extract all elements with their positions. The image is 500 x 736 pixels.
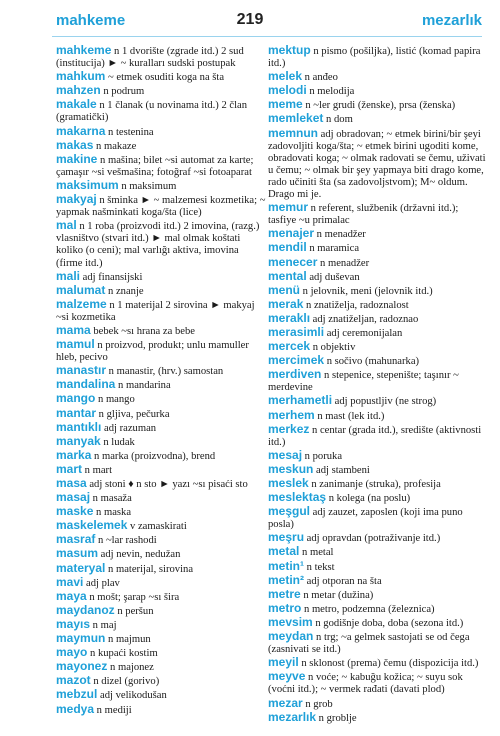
right-column	[268, 44, 486, 725]
entry-headword: manastır	[56, 363, 107, 378]
entry-headword: metre	[268, 586, 301, 601]
entry-definition: n metal	[299, 547, 334, 559]
dictionary-entry	[56, 324, 266, 338]
entry-definition: n mandarina	[115, 380, 171, 392]
dictionary-entry	[56, 284, 266, 298]
entry-definition: n marka (proizvodna), brend	[91, 450, 216, 462]
entry-definition: n šminka ► ~ malzemesi kozmetika; ~ yapmak našminkati koga/šta (lice)	[56, 195, 266, 219]
dictionary-entry	[268, 449, 486, 463]
entry-headword: makale	[56, 97, 97, 112]
entry-headword: maydanoz	[56, 602, 115, 617]
dictionary-entry	[56, 576, 266, 590]
entry-definition: n referent, službenik (državni itd.); tasfiye ~u primalac	[268, 203, 459, 227]
entry-headword: makyaj	[56, 192, 97, 207]
dictionary-entry	[56, 618, 266, 632]
page-header	[0, 0, 500, 44]
entry-definition: n mediji	[94, 704, 132, 716]
dictionary-entry	[268, 670, 486, 696]
entry-headword: mektup	[268, 43, 311, 57]
entry-definition: n kupaći kostim	[87, 648, 158, 660]
header-last-headword: mezarlık	[421, 12, 482, 29]
dictionary-entry	[268, 354, 486, 368]
entry-definition: n anđeo	[302, 72, 338, 84]
dictionary-entry	[268, 112, 486, 126]
entry-definition: adj zauzet, zaposlen (koji ima puno posla)	[268, 507, 463, 531]
entry-headword: mango	[56, 391, 96, 406]
entry-definition: n majonez	[107, 662, 154, 674]
entry-headword: meydan	[268, 629, 314, 644]
dictionary-entry	[56, 674, 266, 688]
entry-definition: adj opravdan (potraživanje itd.)	[304, 533, 441, 545]
dictionary-entry	[56, 449, 266, 463]
entry-definition: n menadžer	[314, 229, 366, 241]
entry-headword: merasimli	[268, 324, 325, 339]
dictionary-entry	[56, 98, 266, 124]
entry-definition: n znatiželja, radoznalost	[303, 299, 409, 311]
dictionary-entry	[56, 298, 266, 324]
dictionary-entry	[56, 153, 266, 179]
entry-headword: metro	[268, 600, 302, 615]
entry-definition: n ludak	[100, 436, 135, 448]
entry-definition: n tekst	[304, 561, 335, 573]
entry-headword: masraf	[56, 532, 96, 547]
entry-definition: n ~lar rashodi	[95, 535, 157, 547]
dictionary-entry	[56, 392, 266, 406]
entry-headword: maskelemek	[56, 518, 128, 533]
dictionary-entry	[56, 407, 266, 421]
entry-headword: mavi	[56, 574, 84, 589]
entry-definition: adj stambeni	[313, 464, 370, 476]
entry-definition: n 1 roba (proizvodi itd.) 2 imovina, (razg.) vlasništvo (stvari itd.) ► mal olmak koštati koliko (o ceni); mal varlığı aktiva, imovina (firme itd.)	[56, 221, 260, 269]
entry-definition: adj plav	[83, 577, 120, 589]
entry-headword: menajer	[268, 226, 315, 241]
entry-definition: n metar (dužina)	[300, 589, 374, 601]
dictionary-entry	[268, 545, 486, 559]
entry-definition: n melodija	[306, 86, 355, 98]
entry-headword: melodi	[268, 83, 307, 98]
dictionary-entry	[268, 340, 486, 354]
entry-definition: n voće; ~ kabuğu kožica; ~ suyu sok (voćni itd.); ~ vermek rađati (davati plod)	[268, 672, 463, 696]
dictionary-entry	[56, 364, 266, 378]
entry-definition: adj stoni ♦ n sto ► yazı ~sı pisaći sto	[86, 479, 248, 490]
entry-definition: n materijal, sirovina	[105, 563, 194, 575]
entry-headword: meslek	[268, 476, 309, 490]
entry-headword: maske	[56, 504, 94, 519]
entry-definition: v zamaskirati	[127, 521, 187, 533]
entry-headword: malumat	[56, 282, 106, 297]
dictionary-entry	[268, 656, 486, 670]
entry-definition: adj duševan	[306, 271, 360, 283]
entry-headword: manyak	[56, 433, 101, 448]
dictionary-entry	[268, 84, 486, 98]
dictionary-entry	[268, 227, 486, 241]
entry-headword: merkez	[268, 421, 310, 436]
entry-definition: n 1 materijal 2 sirovina ► makyaj ~si kozmetika	[56, 299, 255, 323]
dictionary-entry	[56, 125, 266, 139]
entry-headword: mamul	[56, 337, 95, 352]
entry-definition: n maksimum	[118, 180, 177, 192]
dictionary-entry	[268, 70, 486, 84]
entry-definition: n mango	[95, 394, 135, 406]
entry-definition: n gljiva, pečurka	[96, 408, 170, 420]
dictionary-entry	[268, 630, 486, 656]
entry-headword: mama	[56, 322, 91, 337]
header-first-headword: mahkeme	[56, 12, 126, 29]
dictionary-entry	[268, 270, 486, 284]
dictionary-entry	[268, 616, 486, 630]
dictionary-entry	[268, 463, 486, 477]
dictionary-entry	[56, 533, 266, 547]
dictionary-entry	[56, 219, 266, 269]
dictionary-entry	[56, 84, 266, 98]
entry-headword: maksimum	[56, 177, 119, 192]
page-number: 219	[236, 11, 264, 28]
entry-headword: mercimek	[268, 353, 325, 368]
entry-headword: mezarlık	[268, 709, 317, 724]
entry-headword: merhametli	[268, 393, 333, 408]
dictionary-entry	[268, 477, 486, 491]
entry-headword: mantıklı	[56, 419, 102, 434]
entry-headword: mart	[56, 461, 83, 476]
entry-definition: n manastir, (hrv.) samostan	[106, 366, 224, 378]
dictionary-entry	[268, 505, 486, 531]
entry-headword: malzeme	[56, 296, 107, 311]
dictionary-entry	[268, 560, 486, 574]
entry-headword: maya	[56, 588, 87, 603]
dictionary-entry	[56, 632, 266, 646]
entry-headword: memleket	[268, 111, 324, 126]
dictionary-entry	[56, 646, 266, 660]
entry-definition: n 1 članak (u novinama itd.) 2 član (gramatički)	[56, 100, 248, 124]
entry-definition: n peršun	[114, 605, 154, 617]
entry-headword: mercek	[268, 339, 311, 354]
dictionary-entry	[268, 711, 486, 725]
entry-headword: mayonez	[56, 659, 108, 674]
entry-headword: merak	[268, 296, 304, 311]
dictionary-entry	[56, 193, 266, 219]
entry-headword: mandalina	[56, 377, 116, 392]
entry-headword: meşru	[268, 530, 305, 545]
entry-definition: n testenina	[105, 126, 154, 138]
entry-headword: mahkeme	[56, 43, 112, 57]
dictionary-entry	[268, 491, 486, 505]
dictionary-entry	[268, 409, 486, 423]
entry-headword: marka	[56, 447, 92, 462]
entry-headword: makine	[56, 151, 98, 166]
entry-headword: metin²	[268, 572, 304, 587]
dictionary-entry	[268, 326, 486, 340]
entry-headword: mendil	[268, 240, 307, 255]
entry-definition: n proizvod, produkt; unlu mamuller hleb, pecivo	[56, 340, 249, 364]
entry-headword: merdiven	[268, 367, 322, 382]
entry-definition: n trg; ~a gelmek sastojati se od čega (zasnivati se itd.)	[268, 632, 470, 656]
dictionary-entry	[268, 44, 486, 70]
entry-definition: n sočivo (mahunarka)	[324, 356, 420, 368]
entry-headword: materyal	[56, 560, 106, 575]
entry-headword: mahkum	[56, 69, 106, 84]
entry-definition: adj obradovan; ~ etmek birini/bir şeyi zadovoljiti koga/šta; ~ etmek birini ugoditi kome, obradovati koga; ~ olmak radovati se čemu, uživati u čemu; ~ olmak bir şey yapmaya biti drago kome, rado učiniti šta (sa zadovoljstvom); M~ oldum. Drago mi je.	[268, 128, 486, 201]
entry-definition: n maska	[93, 507, 132, 519]
entry-definition: n jelovnik, meni (jelovnik itd.)	[300, 285, 433, 297]
entry-definition: n grob	[302, 698, 333, 710]
entry-headword: mebzul	[56, 687, 98, 702]
entry-headword: melek	[268, 69, 303, 84]
entry-definition: adj razuman	[101, 422, 157, 434]
entry-definition: adj otporan na šta	[304, 575, 382, 587]
entry-definition: n mošt; şarap ~sı šira	[86, 591, 180, 603]
entry-headword: mevsim	[268, 614, 313, 629]
entry-definition: n maramica	[306, 243, 360, 255]
entry-headword: mazot	[56, 673, 91, 688]
dictionary-entry	[56, 590, 266, 604]
left-column	[56, 44, 266, 717]
dictionary-entry	[268, 312, 486, 326]
entry-headword: meslektaş	[268, 490, 327, 505]
entry-definition: n podrum	[100, 86, 145, 98]
entry-headword: menecer	[268, 254, 318, 269]
dictionary-entry	[56, 139, 266, 153]
entry-headword: memur	[268, 200, 309, 215]
entry-definition: n makaze	[93, 140, 137, 152]
dictionary-entry	[56, 179, 266, 193]
dictionary-entry	[56, 562, 266, 576]
entry-headword: masaj	[56, 490, 91, 505]
entry-definition: n masaža	[90, 493, 132, 505]
entry-headword: mantar	[56, 405, 97, 420]
dictionary-entry	[268, 697, 486, 711]
entry-definition: n sklonost (prema) čemu (dispozicija itd.)	[298, 658, 479, 670]
dictionary-entry	[268, 127, 486, 202]
entry-headword: memnun	[268, 125, 319, 140]
entry-headword: meme	[268, 97, 303, 112]
entry-headword: masum	[56, 546, 99, 561]
dictionary-entry	[56, 435, 266, 449]
dictionary-entry	[56, 660, 266, 674]
entry-headword: mayo	[56, 645, 88, 660]
entry-headword: meskun	[268, 461, 314, 476]
entry-definition: ~ etmek osuditi koga na šta	[105, 72, 225, 84]
entry-definition: n menadžer	[317, 257, 370, 269]
entry-definition: adj finansijski	[80, 271, 143, 283]
dictionary-entry	[56, 491, 266, 505]
entry-headword: mahzen	[56, 83, 101, 98]
entry-definition: n 1 dvorište (zgrade itd.) 2 sud (institucija) ► ~ kuralları sudski postupak	[56, 46, 244, 70]
entry-definition: n pismo (pošiljka), listić (komad papira itd.)	[268, 46, 481, 70]
entry-headword: metin¹	[268, 558, 304, 573]
dictionary-entry	[268, 531, 486, 545]
entry-definition: n zanimanje (struka), profesija	[308, 479, 441, 490]
dictionary-entry	[56, 421, 266, 435]
dictionary-entry	[56, 70, 266, 84]
dictionary-entry	[56, 378, 266, 392]
dictionary-entry	[268, 98, 486, 112]
entry-definition: n mašina; bilet ~si automat za karte; çamaşır ~si vešmašina; fotoğraf ~si fotoaparat	[56, 154, 254, 178]
entry-headword: makas	[56, 137, 94, 152]
dictionary-entry	[268, 201, 486, 227]
entry-headword: menü	[268, 282, 301, 297]
dictionary-entry	[56, 703, 266, 717]
entry-definition: adj znatiželjan, radoznao	[310, 313, 419, 325]
entry-definition: bebek ~sı hrana za bebe	[90, 325, 195, 337]
entry-definition: n mart	[82, 464, 113, 476]
entry-definition: adj nevin, nedužan	[98, 549, 181, 561]
entry-headword: meraklı	[268, 310, 311, 325]
entry-definition: n dizel (gorivo)	[90, 676, 160, 688]
dictionary-entry	[56, 547, 266, 561]
dictionary-entry	[56, 688, 266, 702]
entry-definition: n stepenice, stepenište; taşınır ~ merdevine	[268, 370, 459, 394]
entry-definition: n mast (lek itd.)	[314, 410, 385, 422]
header-rule	[52, 36, 482, 37]
entry-headword: mayıs	[56, 616, 91, 631]
entry-definition: adj popustljiv (ne strog)	[332, 396, 437, 408]
dictionary-entry	[56, 519, 266, 533]
dictionary-entry	[56, 505, 266, 519]
entry-headword: mal	[56, 218, 77, 233]
dictionary-entry	[268, 298, 486, 312]
dictionary-entry	[268, 368, 486, 394]
entry-headword: meyil	[268, 655, 299, 670]
entry-headword: metal	[268, 544, 300, 559]
dictionary-entry	[56, 270, 266, 284]
entry-definition: n centar (grada itd.), središte (aktivnosti itd.)	[268, 424, 482, 448]
dictionary-entry	[56, 477, 266, 491]
entry-headword: medya	[56, 701, 95, 716]
entry-definition: adj ceremonijalan	[324, 327, 403, 339]
dictionary-entry	[56, 604, 266, 618]
dictionary-entry	[56, 463, 266, 477]
entry-definition: n groblje	[316, 712, 357, 724]
dictionary-entry	[268, 394, 486, 408]
entry-definition: n ~ler grudi (ženske), prsa (ženska)	[302, 100, 456, 112]
entry-definition: n metro, podzemna (železnica)	[301, 603, 435, 615]
entry-headword: maymun	[56, 631, 106, 646]
entry-headword: mezar	[268, 695, 303, 710]
entry-definition: n poruka	[302, 450, 343, 462]
entry-definition: n maj	[90, 619, 117, 631]
entry-definition: n dom	[323, 114, 353, 126]
dictionary-entry	[268, 602, 486, 616]
entry-definition: n objektiv	[310, 342, 356, 354]
entry-definition: adj velikodušan	[97, 690, 167, 702]
dictionary-entry	[56, 44, 266, 70]
dictionary-entry	[56, 338, 266, 364]
entry-headword: makarna	[56, 123, 106, 138]
entry-headword: mental	[268, 268, 307, 283]
entry-definition: n kolega (na poslu)	[326, 493, 411, 505]
dictionary-entry	[268, 256, 486, 270]
dictionary-entry	[268, 588, 486, 602]
dictionary-entry	[268, 574, 486, 588]
entry-definition: n godišnje doba, doba (sezona itd.)	[312, 617, 464, 629]
entry-headword: masa	[56, 476, 87, 490]
dictionary-entry	[268, 423, 486, 449]
entry-headword: meyve	[268, 669, 306, 684]
dictionary-entry	[268, 241, 486, 255]
entry-definition: n znanje	[105, 285, 144, 297]
entry-headword: meşgul	[268, 504, 311, 519]
entry-definition: n majmun	[105, 634, 151, 646]
entry-headword: merhem	[268, 407, 315, 422]
dictionary-entry	[268, 284, 486, 298]
entry-headword: mesaj	[268, 447, 303, 462]
entry-headword: mali	[56, 268, 81, 283]
